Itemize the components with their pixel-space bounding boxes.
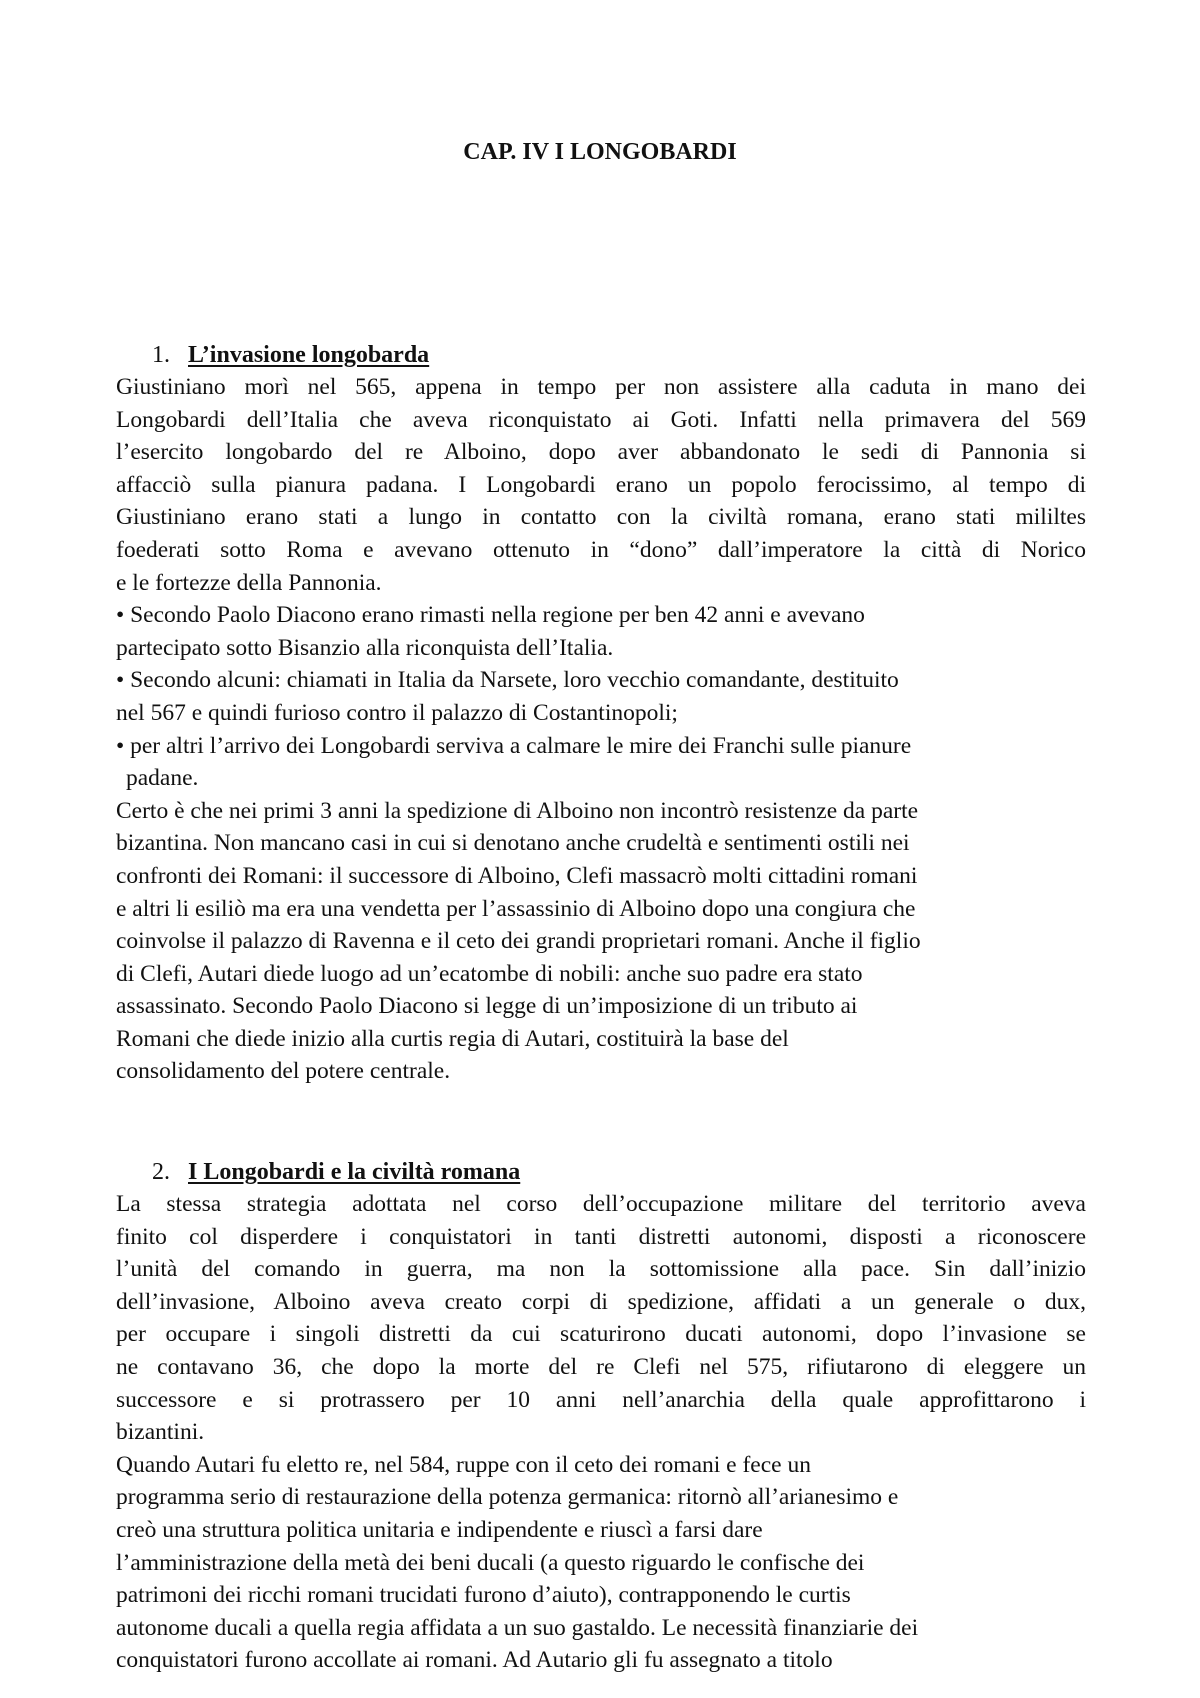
section-heading [116,339,1086,371]
text-line: Romani che diede inizio alla curtis regia di Autari, costituirà la base del [116,1025,789,1052]
text-line: Certo è che nei primi 3 anni la spedizione di Alboino non incontrò resistenze da parte [116,797,919,824]
text-line: • per altri l’arrivo dei Longobardi serviva a calmare le mire dei Franchi sulle pianure [116,732,912,759]
text-line: Longobardi dell’Italia che aveva riconquistato ai Goti. Infatti nella primavera del 569 [116,406,1086,433]
text-line: successore e si protrassero per 10 anni nell’anarchia della quale approfittarono i [116,1386,1086,1413]
section-title: L’invasione longobarda [188,342,430,368]
text-line: di Clefi, Autari diede luogo ad un’ecatombe di nobili: anche suo padre era stato [116,960,863,987]
text-line: assassinato. Secondo Paolo Diacono si legge di un’imposizione di un tributo ai [116,993,858,1020]
text-line: • Secondo alcuni: chiamati in Italia da Narsete, loro vecchio comandante, destituito [116,667,899,694]
section-heading [116,1156,1086,1188]
text-line: bizantini. [116,1419,205,1446]
text-line: programma serio di restaurazione della potenza germanica: ritornò all’arianesimo e [116,1484,899,1511]
text-line: l’esercito longobardo del re Alboino, dopo aver abbandonato le sedi di Pannonia si [116,439,1086,466]
text-line: e altri li esiliò ma era una vendetta per l’assassinio di Alboino dopo una congiura che [116,895,916,922]
text-line: La stessa strategia adottata nel corso dell’occupazione militare del territorio aveva [116,1191,1086,1217]
text-line: nel 567 e quindi furioso contro il palazzo di Costantinopoli; [116,699,678,726]
text-line: ne contavano 36, che dopo la morte del re Clefi nel 575, rifiutarono di eleggere un [116,1353,1086,1380]
text-line: foederati sotto Roma e avevano ottenuto in “dono” dall’imperatore la città di Norico [116,536,1086,563]
section-invasione-longobarda [116,339,1086,1088]
text-line: affacciò sulla pianura padana. I Longobardi erano un popolo ferocissimo, al tempo di [116,471,1086,498]
text-line: Giustiniano erano stati a lungo in contatto con la civiltà romana, erano stati mililtes [116,504,1086,531]
text-line: l’amministrazione della metà dei beni ducali (a questo riguardo le confische dei [116,1549,865,1576]
page-title: CAP. IV I LONGOBARDI [463,139,737,165]
section-number: 2. [152,1159,170,1185]
text-line: partecipato sotto Bisanzio alla riconquista dell’Italia. [116,634,614,661]
section-body [116,1188,1086,1677]
text-line: autonome ducali a quella regia affidata a un suo gastaldo. Le necessità finanziarie dei [116,1614,919,1641]
text-line: Giustiniano morì nel 565, appena in tempo per non assistere alla caduta in mano dei [116,374,1086,400]
text-line: • Secondo Paolo Diacono erano rimasti nella regione per ben 42 anni e avevano [116,602,865,629]
text-line: creò una struttura politica unitaria e indipendente e riuscì a farsi dare [116,1516,763,1543]
text-line: conquistatori furono accollate ai romani. Ad Autario gli fu assegnato a titolo [116,1647,833,1674]
text-line: consolidamento del potere centrale. [116,1058,451,1085]
text-line: dell’invasione, Alboino aveva creato corpi di spedizione, affidati a un generale o dux, [116,1288,1086,1315]
section-title: I Longobardi e la civiltà romana [188,1159,521,1185]
text-line: finito col disperdere i conquistatori in tanti distretti autonomi, disposti a riconoscere [116,1223,1086,1250]
text-line: patrimoni dei ricchi romani trucidati furono d’aiuto), contrapponendo le curtis [116,1582,851,1609]
text-line: coinvolse il palazzo di Ravenna e il ceto dei grandi proprietari romani. Anche il figlio [116,928,921,955]
text-line: bizantina. Non mancano casi in cui si denotano anche crudeltà e sentimenti ostili nei [116,830,910,857]
section-number: 1. [152,342,170,368]
text-line: padane. [126,765,199,792]
section-longobardi-civilta-romana [116,1156,1086,1677]
text-line: e le fortezze della Pannonia. [116,569,382,596]
section-body [116,371,1086,1088]
text-line: confronti dei Romani: il successore di Alboino, Clefi massacrò molti cittadini romani [116,862,918,889]
text-line: per occupare i singoli distretti da cui scaturirono ducati autonomi, dopo l’invasione se [116,1321,1086,1348]
text-line: Quando Autari fu eletto re, nel 584, ruppe con il ceto dei romani e fece un [116,1451,811,1478]
text-line: l’unità del comando in guerra, ma non la sottomissione alla pace. Sin dall’inizio [116,1256,1086,1283]
